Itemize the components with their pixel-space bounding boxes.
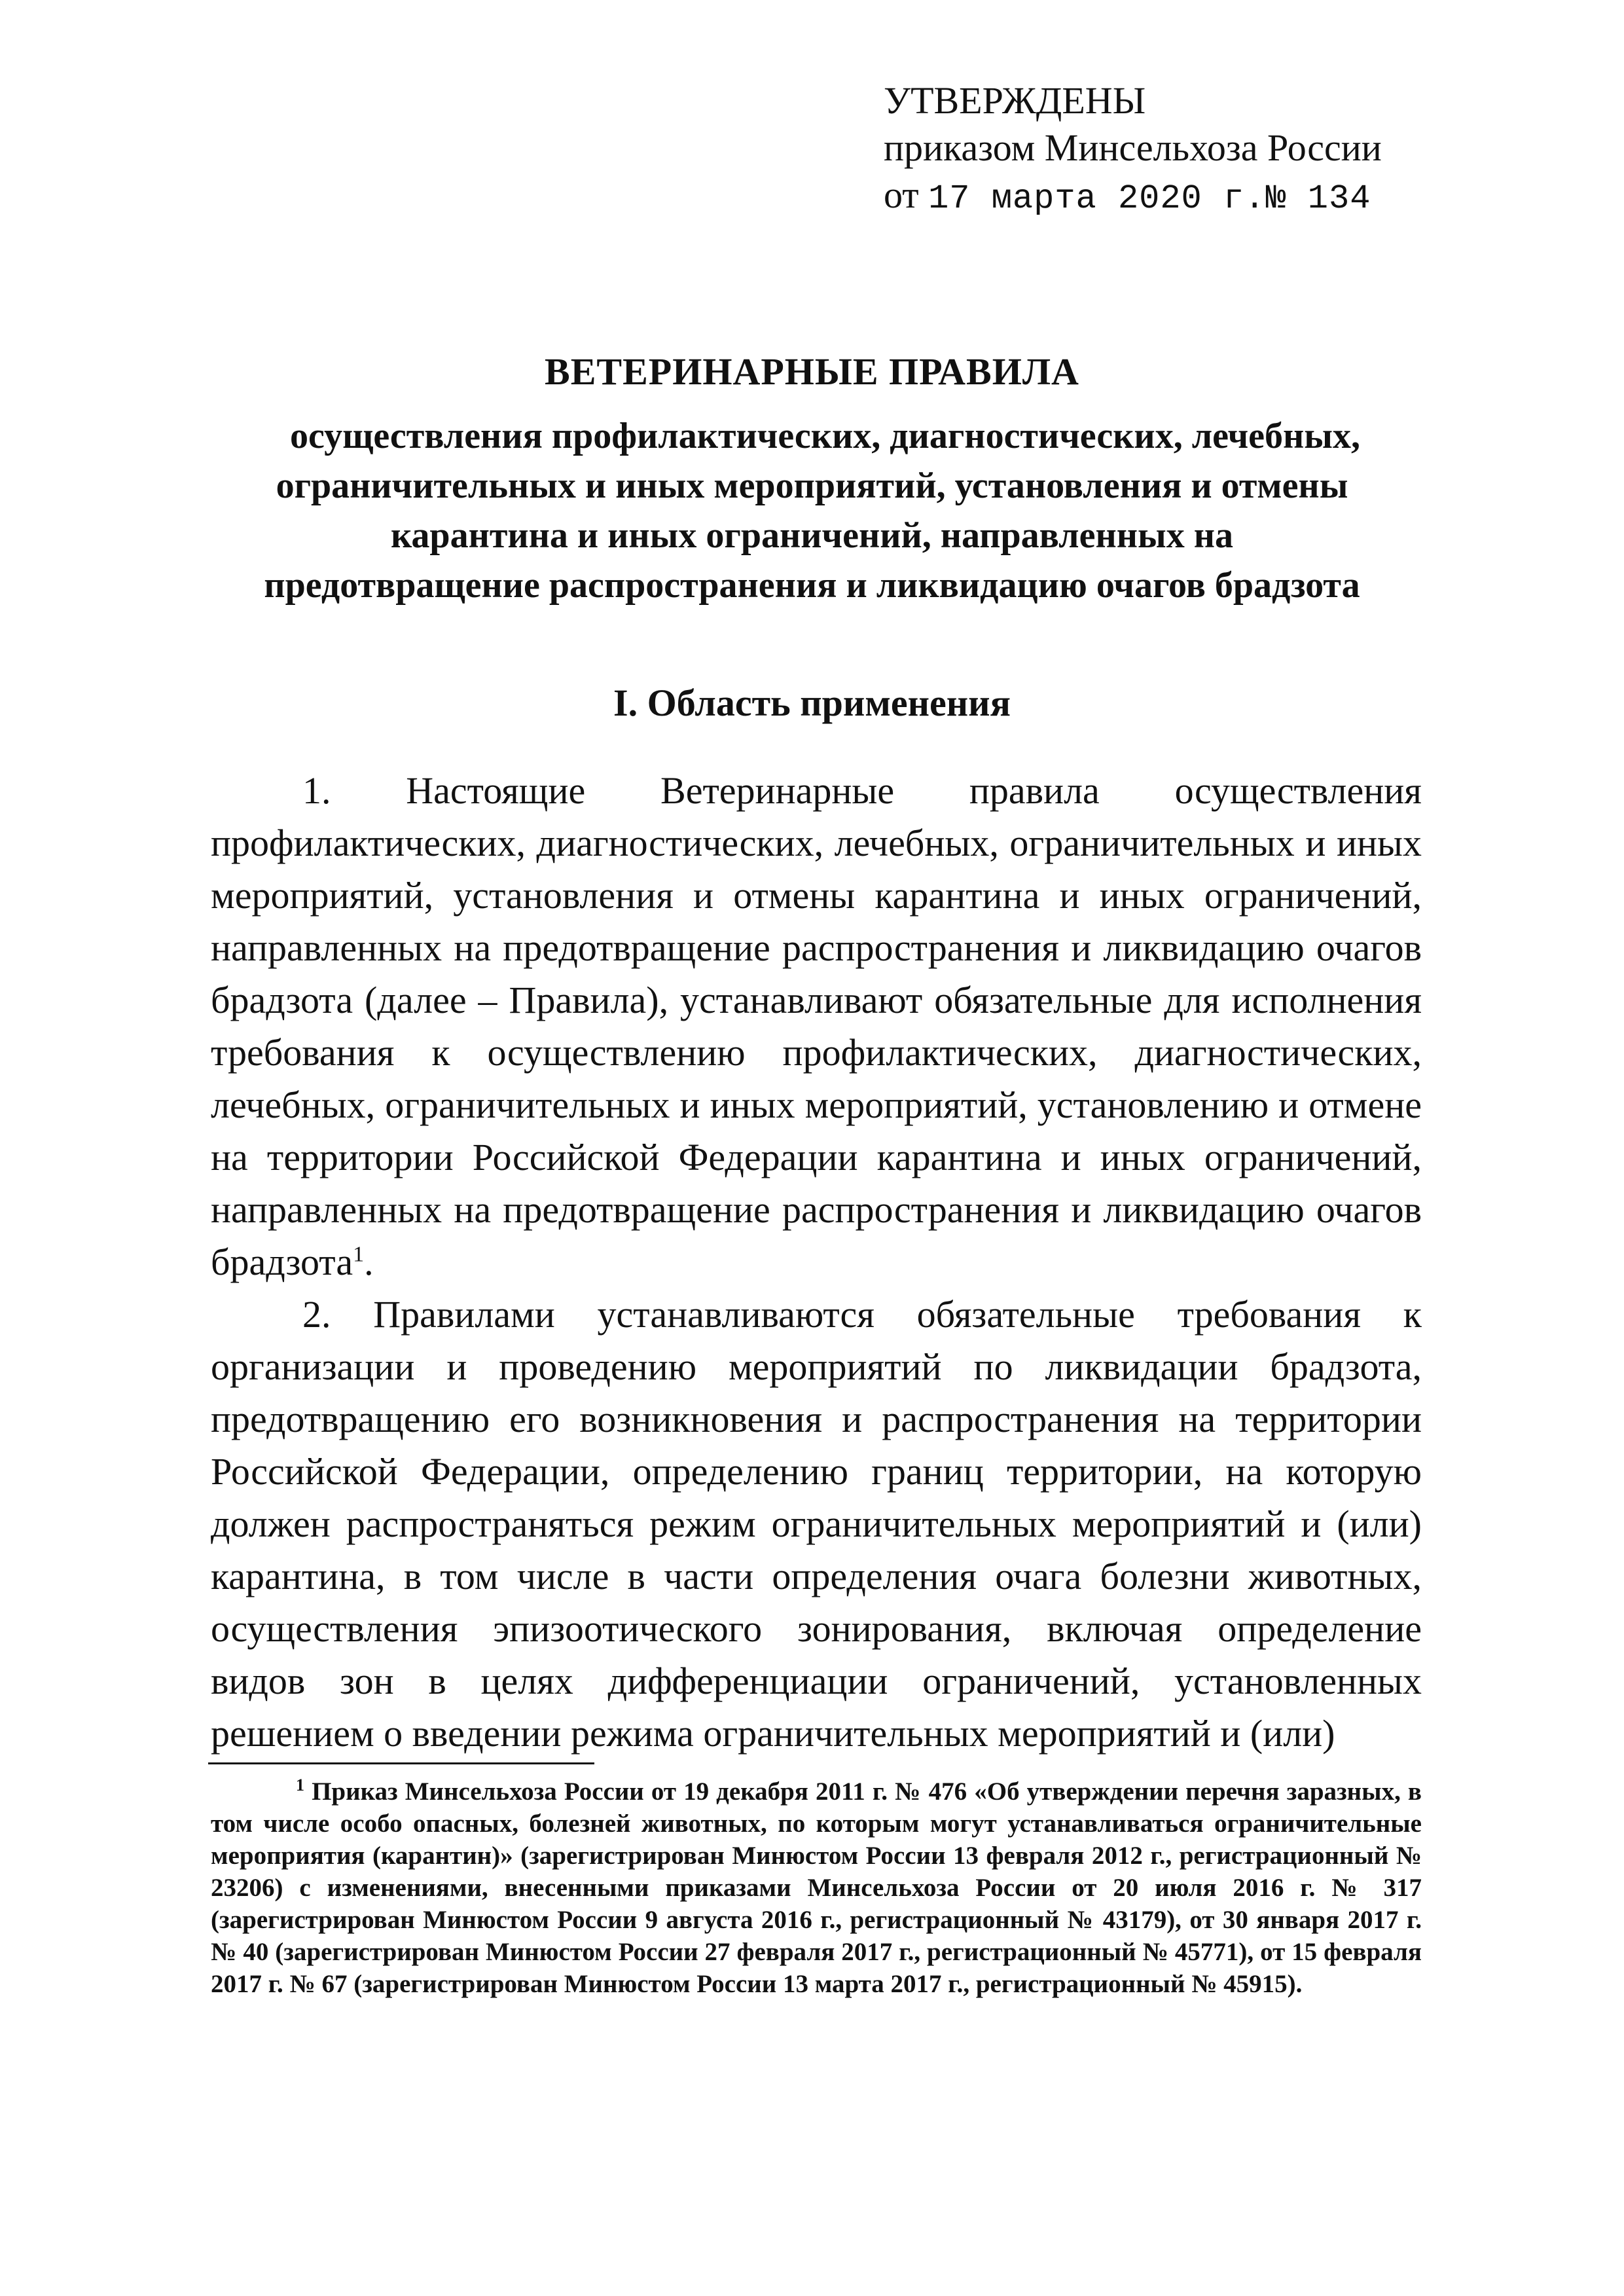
document-subtitle [0,411,1624,610]
subtitle-line: ограничительных и иных мероприятий, установления и отмены [276,465,1348,506]
paragraph-text: 1. Настоящие Ветеринарные правила осуществления профилактических, диагностических, лечебных, ограничительных и иных мероприятий, установления и отмены карантина и иных ограничений, направленных на предотвращение распространения и ликвидацию очагов брадзота (далее – Правила), устанавливают обязательные для исполнения требования к осуществлению профилактических, диагностических, лечебных, ограничительных и иных мероприятий, установлению и отмене на территории Российской Федерации карантина и иных ограничений, направленных на предотвращение распространения и ликвидацию очагов брадзота [211,769,1422,1283]
paragraph-tail: . [364,1241,374,1283]
paragraph [211,1288,1422,1760]
document-title: ВЕТЕРИНАРНЫЕ ПРАВИЛА [545,350,1079,393]
subtitle-line: карантина и иных ограничений, направленных на [391,515,1233,556]
subtitle-line: предотвращение распространения и ликвидацию очагов брадзота [264,565,1360,606]
approval-authority: приказом Минсельхоза России [884,126,1382,169]
subtitle-line: осуществления профилактических, диагностических, лечебных, [289,416,1361,456]
footnote-separator [208,1762,594,1764]
approval-prefix: от [884,173,919,216]
footnote-reference: 1 [353,1242,365,1267]
paragraph [211,765,1422,1288]
footnote-text: Приказ Минсельхоза России от 19 декабря 2011 г. № 476 «Об утверждении перечня заразных, в том числе особо опасных, болезней животных, по которым могут устанавливаться ограничительные мероприятия (карантин)» (зарегистрирован Минюстом России 13 февраля 2012 г., регистрационный № 23206) с изменениями, внесенными приказами Минсельхоза России от 20 июля 2016 г. № 317 (зарегистрирован Минюстом России 9 августа 2016 г., регистрационный № 43179), от 30 января 2017 г. № 40 (зарегистрирован Минюстом России 27 февраля 2017 г., регистрационный № 45771), от 15 февраля 2017 г. № 67 (зарегистрирован Минюстом России 13 марта 2017 г., регистрационный № 45915). [211,1777,1422,1998]
footnote [211,1776,1422,2000]
approval-date: 17 марта 2020 г. [928,179,1266,218]
approval-date-line [884,172,1473,223]
approval-block [884,77,1473,223]
approval-number: № 134 [1265,179,1371,218]
document-body [211,765,1422,1760]
footnote-marker: 1 [296,1776,304,1795]
approval-title: УТВЕРЖДЕНЫ [884,79,1146,122]
section-heading: I. Область применения [613,682,1011,724]
paragraph-text: 2. Правилами устанавливаются обязательные требования к организации и проведению мероприятий по ликвидации брадзота, предотвращению его возникновения и распространения на территории Российской Федерации, определению границ территории, на которую должен распространяться режим ограничительных мероприятий и (или) карантина, в том числе в части определения очага болезни животных, осуществления эпизоотического зонирования, включая определение видов зон в целях дифференциации ограничений, установленных решением о введении режима ограничительных мероприятий и (или) [211,1293,1422,1755]
